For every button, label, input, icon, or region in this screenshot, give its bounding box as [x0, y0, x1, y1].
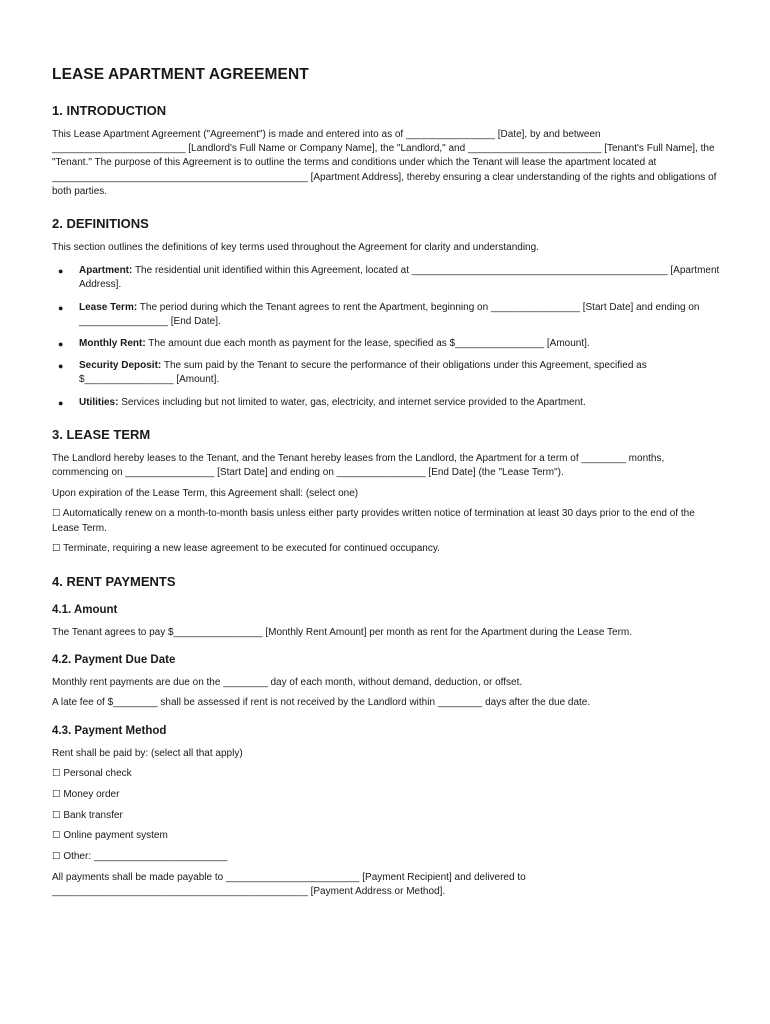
section-heading: 2. DEFINITIONS — [52, 216, 149, 232]
checkbox-icon[interactable]: ☐ — [52, 830, 61, 842]
option-label: Money order — [63, 789, 120, 801]
section-lease-term — [52, 427, 720, 557]
option-label: Online payment system — [63, 830, 168, 842]
terminate-option — [52, 542, 720, 556]
option-label: Other: ________________________ — [63, 851, 228, 863]
late-fee-paragraph: A late fee of $________ shall be assessed if rent is not received by the Landlord within ________ days after the due date. — [52, 697, 591, 709]
definition-term: Security Deposit: — [79, 360, 162, 372]
section-heading: 3. LEASE TERM — [52, 426, 151, 442]
definition-text: The amount due each month as payment for the lease, specified as $________________ [Amount]. — [148, 338, 590, 350]
bullet-icon: ● — [58, 266, 64, 277]
checkbox-icon[interactable]: ☐ — [52, 789, 61, 801]
payment-option-money-order — [52, 788, 720, 802]
definition-term: Lease Term: — [79, 301, 138, 313]
list-item — [52, 396, 720, 410]
payable-paragraph: All payments shall be made payable to ________________________ [Payment Recipient] and delivered to ______________________________________________ [Payment Address or Method]. — [52, 871, 526, 898]
list-item — [52, 359, 720, 387]
checkbox-icon[interactable]: ☐ — [52, 809, 61, 821]
subsection-heading: 4.1. Amount — [52, 603, 118, 616]
bullet-icon: ● — [58, 339, 64, 350]
payment-option-personal-check — [52, 767, 720, 781]
renewal-option — [52, 507, 720, 535]
section-introduction — [52, 103, 720, 199]
bullet-icon: ● — [58, 302, 64, 313]
bullet-icon: ● — [58, 397, 64, 408]
checkbox-icon[interactable]: ☐ — [52, 543, 61, 555]
payment-option-online — [52, 829, 720, 843]
document-page — [52, 66, 720, 916]
list-item — [52, 337, 720, 351]
definition-term: Apartment: — [79, 265, 133, 277]
section-rent-payments — [52, 574, 720, 900]
option-label: Bank transfer — [63, 809, 123, 821]
subsection-heading: 4.2. Payment Due Date — [52, 653, 176, 666]
intro-paragraph: This Lease Apartment Agreement ("Agreement") is made and entered into as of ________________ [Date], by and between ________________________ [Landlord's Full Name or Company Name], the "Landlord," and ________________________ [Tenant's Full Name], the "Tenant." The purpose of this Agreement is to outline the terms and conditions under which the Tenant will lease the apartment located at ______________________________________________ [Apartment Address], thereby ensuring a clear understanding of the rights and obligations of both parties. — [52, 129, 717, 197]
definition-text: The period during which the Tenant agrees to rent the Apartment, beginning on ________________ [Start Date] and ending on ________________ [End Date]. — [79, 301, 700, 327]
definition-text: The sum paid by the Tenant to secure the performance of their obligations under this Agreement, specified as $________________ [Amount]. — [79, 360, 647, 386]
section-definitions — [52, 216, 720, 410]
option-label: Terminate, requiring a new lease agreement to be executed for continued occupancy. — [63, 543, 440, 555]
option-label: Personal check — [63, 768, 132, 780]
payment-option-other — [52, 850, 720, 864]
amount-paragraph: The Tenant agrees to pay $________________ [Monthly Rent Amount] per month as rent for the Apartment during the Lease Term. — [52, 626, 633, 638]
definition-text: Services including but not limited to water, gas, electricity, and internet service provided to the Apartment. — [121, 396, 586, 408]
section-heading: 1. INTRODUCTION — [52, 103, 167, 118]
bullet-icon: ● — [58, 361, 64, 372]
definition-term: Utilities: — [79, 396, 119, 408]
option-label: Automatically renew on a month-to-month basis unless either party provides written notice of termination at least 30 days prior to the end of the Lease Term. — [52, 508, 695, 534]
checkbox-icon[interactable]: ☐ — [52, 508, 61, 520]
payment-option-bank-transfer — [52, 809, 720, 823]
checkbox-icon[interactable]: ☐ — [52, 851, 61, 863]
list-item — [52, 301, 720, 329]
checkbox-icon[interactable]: ☐ — [52, 768, 61, 780]
definition-text: The residential unit identified within this Agreement, located at ______________________________________________ [Apartment Address]. — [79, 265, 720, 291]
section-heading: 4. RENT PAYMENTS — [52, 573, 176, 589]
due-date-paragraph: Monthly rent payments are due on the ________ day of each month, without demand, deduction, or offset. — [52, 676, 523, 688]
list-item — [52, 264, 720, 292]
document-title: LEASE APARTMENT AGREEMENT — [52, 66, 309, 83]
lease-term-paragraph: The Landlord hereby leases to the Tenant, and the Tenant hereby leases from the Landlord, the Apartment for a term of ________ months, commencing on ________________ [Start Date] and ending on ________________ [End Date] (the "Lease Term"). — [52, 452, 665, 479]
subsection-heading: 4.3. Payment Method — [52, 724, 167, 737]
definitions-list — [52, 264, 720, 410]
definition-term: Monthly Rent: — [79, 338, 146, 350]
payment-method-instruction: Rent shall be paid by: (select all that apply) — [52, 747, 243, 759]
lease-term-select-instruction: Upon expiration of the Lease Term, this Agreement shall: (select one) — [52, 487, 359, 499]
definitions-intro: This section outlines the definitions of key terms used throughout the Agreement for clarity and understanding. — [52, 242, 539, 254]
